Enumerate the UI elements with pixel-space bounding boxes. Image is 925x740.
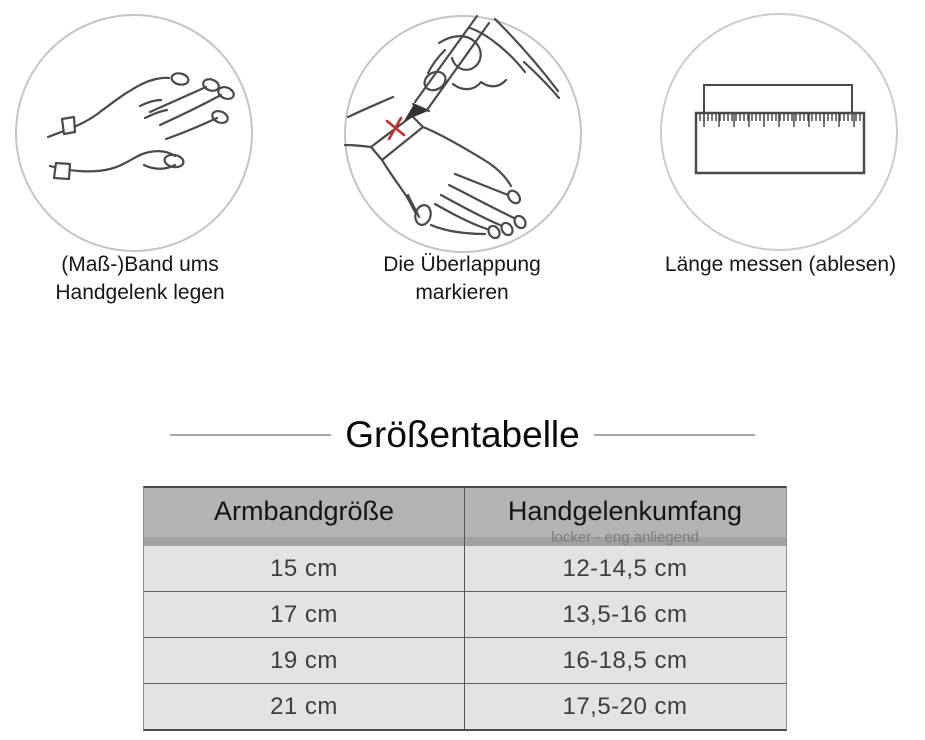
step3-caption-line1: Länge messen (ablesen) (664, 253, 897, 276)
column-header-sublabel: locker - eng anliegend (551, 529, 699, 546)
column-header-label: Armbandgröße (213, 496, 395, 526)
table-header-row (144, 488, 786, 546)
armband-size-cell: 15 cm (270, 554, 338, 582)
step2-illustration (343, 14, 583, 254)
title-divider-left (170, 434, 331, 436)
table-column-divider (464, 488, 465, 729)
step2-caption-line2: markieren (415, 281, 509, 304)
size-table (143, 486, 787, 731)
wrist-range-cell: 17,5-20 cm (562, 692, 688, 720)
table-row (144, 683, 786, 729)
wrist-range-cell: 16-18,5 cm (562, 646, 688, 674)
title-divider-right (594, 434, 755, 436)
section-title-row (0, 410, 925, 460)
step2-caption-line1: Die Überlappung (383, 253, 541, 276)
armband-size-cell: 21 cm (270, 692, 338, 720)
mark-overlap-icon (343, 14, 583, 254)
hand-with-band-icon (14, 13, 254, 253)
table-row (144, 546, 786, 591)
armband-size-cell: 19 cm (270, 646, 338, 674)
step1-caption (30, 251, 250, 307)
wrist-range-cell: 12-14,5 cm (562, 554, 688, 582)
step2-caption (352, 251, 572, 307)
step3-caption (643, 251, 918, 279)
armband-size-cell: 17 cm (270, 600, 338, 628)
step3-illustration (659, 12, 899, 252)
step1-illustration (14, 13, 254, 253)
wrist-range-cell: 13,5-16 cm (562, 600, 688, 628)
column-header-label: Handgelenkumfang (507, 496, 743, 526)
step1-caption-line2: Handgelenk legen (55, 281, 225, 304)
page-title: Größentabelle (345, 414, 580, 455)
column-header-handgelenkumfang (464, 488, 786, 546)
step1-caption-line1: (Maß-)Band ums (61, 253, 219, 276)
table-row (144, 637, 786, 683)
table-row (144, 591, 786, 637)
ruler-measure-icon (659, 12, 899, 252)
